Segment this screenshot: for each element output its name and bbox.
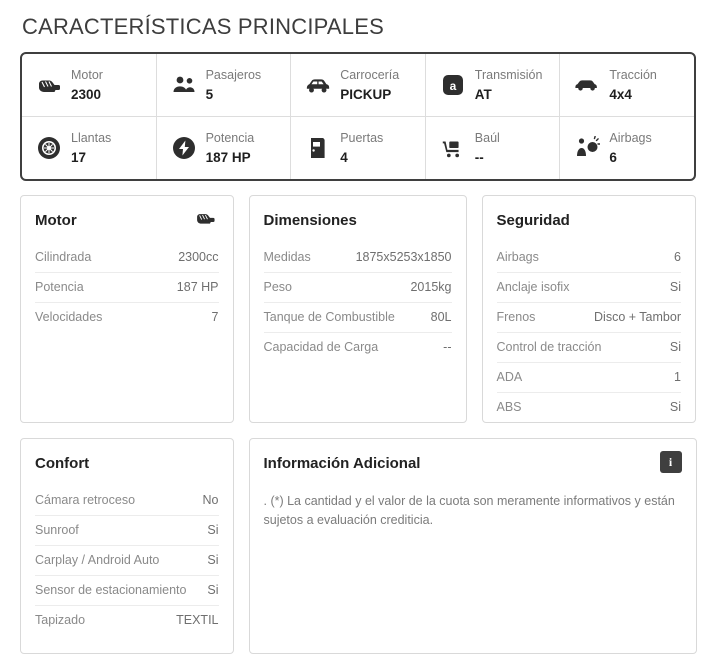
spec-value: 7 <box>211 310 219 324</box>
card-title: Dimensiones <box>263 212 357 229</box>
spec-key: Control de tracción <box>496 340 602 354</box>
feature-llantas <box>22 117 157 179</box>
spec-key: Anclaje isofix <box>496 280 570 294</box>
card-seguridad <box>482 195 697 423</box>
feature-label: Llantas <box>71 131 112 145</box>
spec-value: 80L <box>430 310 452 324</box>
spec-row <box>497 333 682 363</box>
cards-column-left <box>20 195 234 654</box>
power-icon <box>171 135 197 161</box>
spec-value: 6 <box>674 250 681 264</box>
spec-value: 2015kg <box>410 280 452 294</box>
feature-label: Pasajeros <box>205 68 262 82</box>
spec-key: Frenos <box>496 310 536 324</box>
additional-info-note: . (*) La cantidad y el valor de la cuota son meramente informativos y están sujetos a evaluación crediticia. <box>263 494 675 528</box>
card-title: Confort <box>35 455 90 472</box>
spec-key: Cilindrada <box>35 250 92 264</box>
feature-value: 187 HP <box>205 150 251 165</box>
feature-label: Carrocería <box>340 68 400 82</box>
feature-airbags <box>560 117 694 179</box>
spec-value: 1875x5253x1850 <box>355 250 452 264</box>
feature-carroceria <box>291 54 426 116</box>
feature-value: 17 <box>71 150 87 165</box>
feature-motor <box>22 54 157 116</box>
spec-key: Velocidades <box>35 310 103 324</box>
spec-key: ABS <box>496 400 522 414</box>
spec-row <box>35 273 219 303</box>
feature-label: Transmisión <box>474 68 543 82</box>
spec-key: Carplay / Android Auto <box>35 553 160 567</box>
spec-key: Medidas <box>263 250 311 264</box>
feature-value: -- <box>474 150 484 165</box>
main-features-panel <box>20 52 696 181</box>
transmission-icon <box>440 72 466 98</box>
card-dimensiones <box>249 195 467 423</box>
card-title: Información Adicional <box>263 455 421 472</box>
spec-value: 187 HP <box>176 280 219 294</box>
spec-row <box>35 303 219 332</box>
card-motor <box>20 195 234 423</box>
spec-row <box>497 393 682 422</box>
spec-value: Si <box>669 280 681 294</box>
spec-row <box>35 576 219 606</box>
spec-key: Potencia <box>35 280 84 294</box>
spec-row <box>35 606 219 635</box>
feature-value: 6 <box>609 150 617 165</box>
spec-value: -- <box>443 340 452 354</box>
engine-icon <box>195 208 219 226</box>
card-informacion-adicional <box>249 438 697 654</box>
feature-traccion <box>560 54 694 116</box>
engine-icon <box>36 72 62 98</box>
passengers-icon <box>171 72 197 98</box>
feature-value: PICKUP <box>340 87 392 102</box>
feature-label: Airbags <box>609 131 652 145</box>
spec-key: Sunroof <box>35 523 79 537</box>
spec-key: Tanque de Combustible <box>263 310 395 324</box>
traction-icon <box>574 72 600 98</box>
card-confort <box>20 438 234 654</box>
spec-value: Si <box>669 340 681 354</box>
spec-row <box>264 333 452 362</box>
feature-transmision <box>426 54 561 116</box>
doors-icon <box>305 135 331 161</box>
spec-row <box>497 303 682 333</box>
spec-value: 1 <box>674 370 681 384</box>
spec-row <box>497 273 682 303</box>
features-row-2 <box>22 117 694 179</box>
feature-value: AT <box>474 87 492 102</box>
spec-row <box>264 243 452 273</box>
spec-row <box>264 303 452 333</box>
spec-value: Disco + Tambor <box>594 310 681 324</box>
feature-label: Tracción <box>609 68 657 82</box>
airbag-icon <box>574 135 600 161</box>
spec-row <box>497 363 682 393</box>
trunk-icon <box>440 135 466 161</box>
feature-value: 5 <box>205 87 214 102</box>
card-title: Motor <box>35 212 77 229</box>
spec-value: Si <box>207 583 219 597</box>
spec-value: Si <box>207 523 219 537</box>
spec-value: No <box>202 493 219 507</box>
features-row-1 <box>22 54 694 117</box>
feature-label: Motor <box>71 68 103 82</box>
feature-puertas <box>291 117 426 179</box>
feature-label: Puertas <box>340 131 384 145</box>
spec-key: Peso <box>263 280 292 294</box>
spec-cards-grid <box>20 195 696 654</box>
feature-pasajeros <box>157 54 292 116</box>
info-icon: i <box>660 451 682 473</box>
feature-value: 4 <box>340 150 348 165</box>
spec-key: Tapizado <box>35 613 86 627</box>
spec-row <box>35 243 219 273</box>
page-title: CARACTERÍSTICAS PRINCIPALES <box>22 14 384 39</box>
spec-row <box>35 486 219 516</box>
svg-text:a: a <box>449 79 457 93</box>
spec-key: Airbags <box>496 250 539 264</box>
feature-baul <box>426 117 561 179</box>
spec-value: 2300cc <box>178 250 219 264</box>
feature-potencia <box>157 117 292 179</box>
spec-key: Sensor de estacionamiento <box>35 583 187 597</box>
spec-value: Si <box>669 400 681 414</box>
spec-key: ADA <box>496 370 523 384</box>
feature-label: Baúl <box>474 131 500 145</box>
spec-row <box>35 546 219 576</box>
feature-value: 2300 <box>71 87 102 102</box>
feature-value: 4x4 <box>609 87 632 102</box>
spec-row <box>35 516 219 546</box>
tire-icon <box>36 135 62 161</box>
spec-row <box>497 243 682 273</box>
spec-key: Capacidad de Carga <box>263 340 379 354</box>
feature-label: Potencia <box>205 131 255 145</box>
body-type-icon <box>305 72 331 98</box>
spec-value: TEXTIL <box>176 613 219 627</box>
spec-row <box>264 273 452 303</box>
spec-value: Si <box>207 553 219 567</box>
spec-key: Cámara retroceso <box>35 493 136 507</box>
card-title: Seguridad <box>496 212 570 229</box>
